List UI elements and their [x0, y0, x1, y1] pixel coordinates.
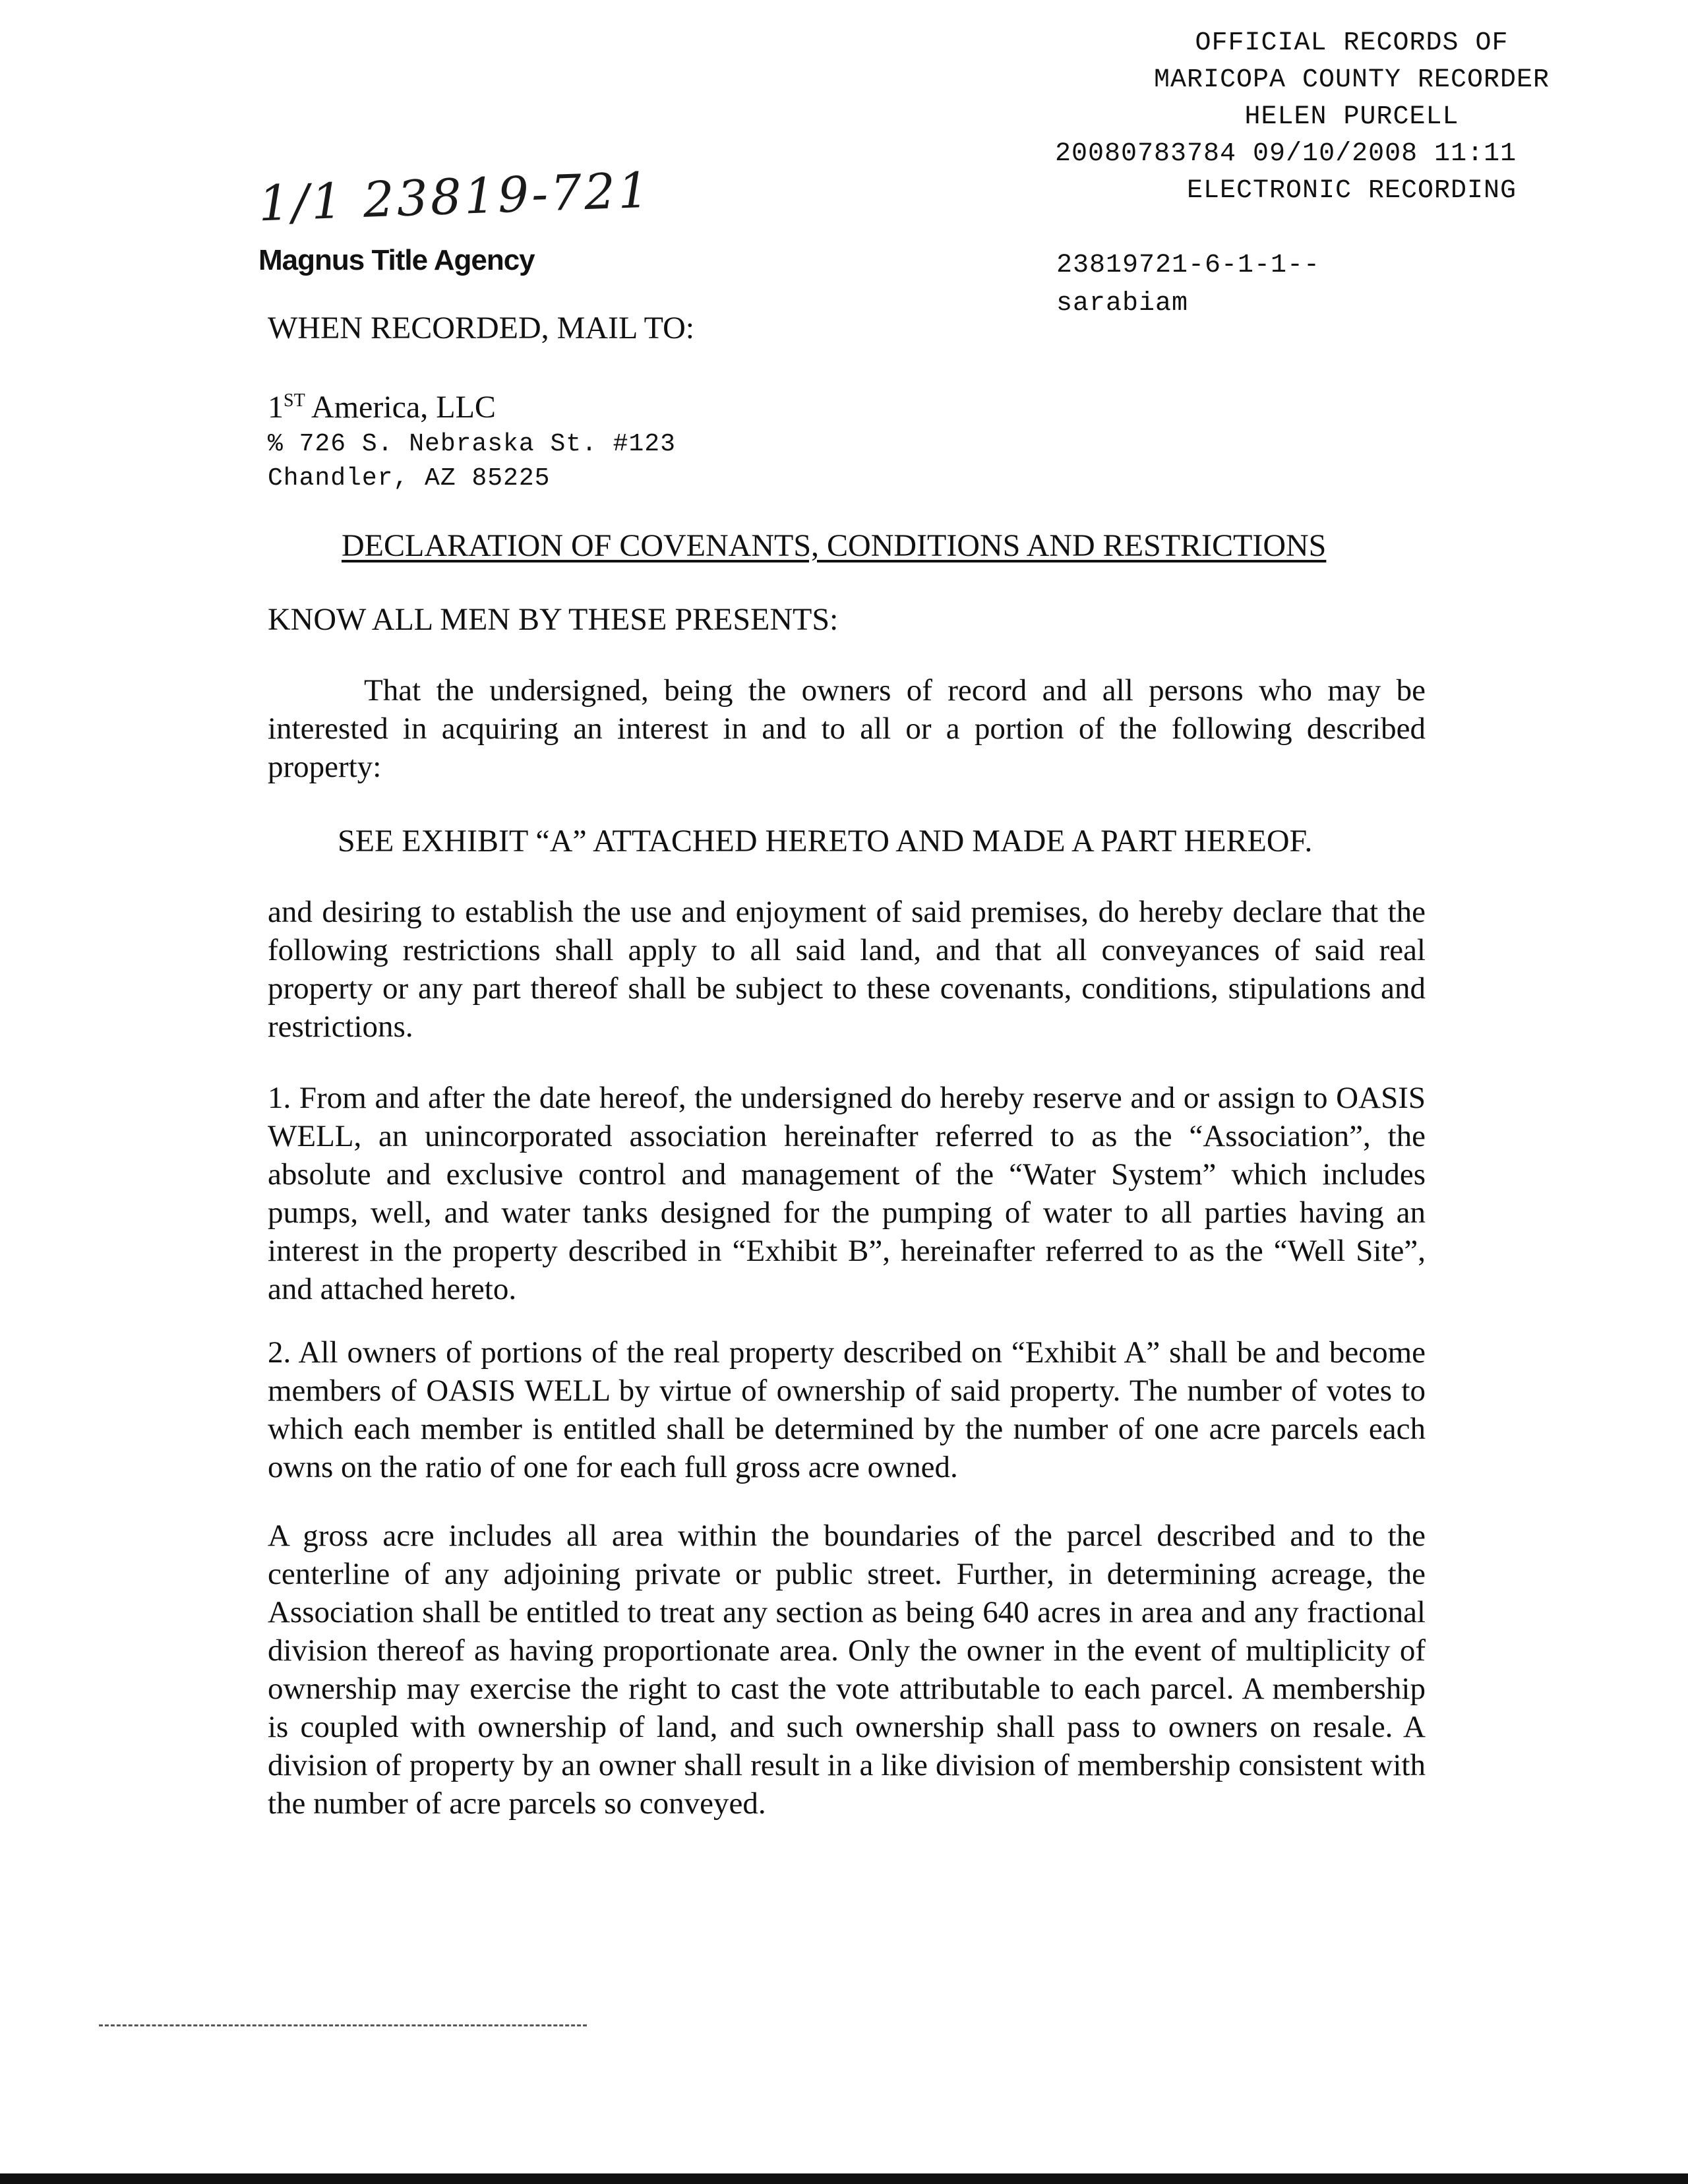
exhibit-a-reference: SEE EXHIBIT “A” ATTACHED HERETO AND MADE A PART HEREOF.: [338, 824, 1313, 859]
mail-to-heading: WHEN RECORDED, MAIL TO:: [268, 311, 695, 346]
addressee-name-rest: America, LLC: [305, 390, 496, 425]
scan-artifact-line: [99, 2024, 587, 2026]
recorder-line-1: OFFICIAL RECORDS OF: [1195, 28, 1509, 58]
agency-name: Magnus Title Agency: [258, 244, 535, 276]
reference-user: sarabiam: [1056, 289, 1189, 318]
reference-code: 23819721-6-1-1--: [1056, 251, 1321, 280]
know-all-heading: KNOW ALL MEN BY THESE PRESENTS:: [268, 602, 839, 637]
paragraph-3: A gross acre includes all area within the boundaries of the parcel described and to the centerline of any adjoining private or public street. Further, in determining acreage, the Association shall be entitled to treat any section as being 640 acres in area and any fractional division thereof as having proportionate area. Only the owner in the event of multiplicity of ownership may exercise the right to cast the vote attributable to each parcel. A membership is coupled with ownership of land, and such ownership shall pass to owners on resale. A division of property by an owner shall result in a like division of membership consistent with the number of acre parcels so conveyed.: [268, 1519, 1426, 1821]
desiring-paragraph: and desiring to establish the use and enjoyment of said premises, do hereby declare that the following restrictions shall apply to all said land, and that all conveyances of said real property or any part thereof shall be subject to these covenants, conditions, stipulations and restrictions.: [268, 895, 1426, 1044]
scan-edge-bar: [0, 2173, 1688, 2184]
paragraph-2: 2. All owners of portions of the real property described on “Exhibit A” shall be and become members of OASIS WELL by virtue of ownership of said property. The number of votes to which each member is entitled shall be determined by the number of one acre parcels each owns on the ratio of one for each full gross acre owned.: [268, 1335, 1426, 1484]
addressee-name-prefix: 1: [268, 390, 284, 425]
intro-paragraph: That the undersigned, being the owners of record and all persons who may be interested in acquiring an interest in and to all or a portion of the following described property:: [268, 673, 1426, 784]
address-line-2: Chandler, AZ 85225: [268, 464, 551, 493]
address-line-1: % 726 S. Nebraska St. #123: [268, 430, 676, 458]
recorder-line-5: ELECTRONIC RECORDING: [1186, 176, 1517, 206]
reference-code-block: [1056, 247, 1320, 323]
paragraph-1: 1. From and after the date hereof, the undersigned do hereby reserve and or assign to OASIS WELL, an unincorporated association hereinafter referred to as the “Association”, the absolute and exclusive control and management of the “Water System” which includes pumps, well, and water tanks designed for the pumping of water to all parties having an interest in the property described in “Exhibit B”, hereinafter referred to as the “Well Site”, and attached hereto.: [268, 1081, 1426, 1306]
recorder-stamp: [1042, 25, 1662, 210]
addressee-name: [268, 381, 676, 427]
mailing-address: [268, 381, 676, 496]
recorder-line-3: HELEN PURCELL: [1244, 102, 1459, 132]
handwritten-reference: 1/1 23819-721: [257, 162, 653, 233]
document-title: DECLARATION OF COVENANTS, CONDITIONS AND RESTRICTIONS: [342, 528, 1327, 563]
addressee-name-sup: ST: [284, 390, 305, 411]
recorder-line-2: MARICOPA COUNTY RECORDER: [1153, 65, 1550, 95]
recording-number-line: 20080783784 09/10/2008 11:11: [1055, 139, 1517, 169]
